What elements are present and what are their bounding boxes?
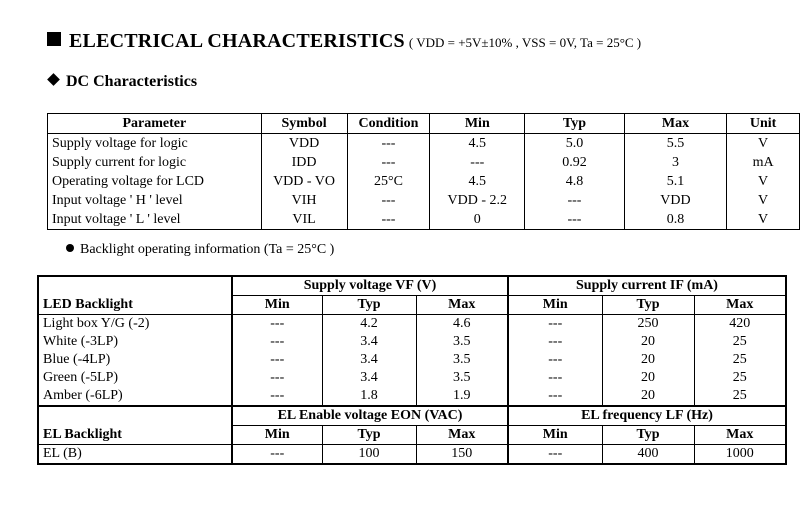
table-cell: Input voltage ' H ' level <box>48 191 262 210</box>
diamond-bullet-icon <box>47 73 60 86</box>
table-cell: --- <box>347 134 430 154</box>
table-cell: IDD <box>261 153 347 172</box>
table-cell: 420 <box>694 315 786 334</box>
table-cell: 3 <box>624 153 727 172</box>
column-header: Max <box>416 426 508 445</box>
table-row <box>38 387 786 406</box>
table-cell: --- <box>347 191 430 210</box>
table-cell: VIL <box>261 210 347 230</box>
table-row <box>38 351 786 369</box>
el-group1-header: EL Enable voltage EON (VAC) <box>232 406 508 426</box>
table-cell: V <box>727 172 800 191</box>
table-cell: --- <box>347 210 430 230</box>
column-header: Parameter <box>48 114 262 134</box>
column-header: Condition <box>347 114 430 134</box>
table-cell: 4.8 <box>525 172 625 191</box>
empty-cell <box>38 276 232 296</box>
table-row <box>48 210 800 230</box>
table-cell: 25 <box>694 351 786 369</box>
table-cell: --- <box>232 315 322 334</box>
table-cell: 5.0 <box>525 134 625 154</box>
table-cell: Supply current for logic <box>48 153 262 172</box>
table-cell: 150 <box>416 445 508 465</box>
led-group-header-row <box>38 276 786 296</box>
table-cell: 25°C <box>347 172 430 191</box>
heading-title: ELECTRICAL CHARACTERISTICS <box>69 30 405 52</box>
table-header-row <box>48 114 800 134</box>
table-cell: 25 <box>694 369 786 387</box>
backlight-note <box>66 242 334 258</box>
led-subheader-row <box>38 296 786 315</box>
column-header: Typ <box>525 114 625 134</box>
table-cell: V <box>727 134 800 154</box>
table-cell: 3.4 <box>322 333 416 351</box>
table-cell: 250 <box>602 315 694 334</box>
table-cell: 4.2 <box>322 315 416 334</box>
table-row <box>48 172 800 191</box>
table-cell: VDD - VO <box>261 172 347 191</box>
table-cell: --- <box>232 369 322 387</box>
table-cell: 5.1 <box>624 172 727 191</box>
table-cell: Blue (-4LP) <box>38 351 232 369</box>
table-cell: 3.5 <box>416 369 508 387</box>
table-cell: 0 <box>430 210 525 230</box>
column-header: Min <box>232 296 322 315</box>
table-cell: 1.9 <box>416 387 508 406</box>
table-cell: White (-3LP) <box>38 333 232 351</box>
table-cell: 400 <box>602 445 694 465</box>
led-group1-header: Supply voltage VF (V) <box>232 276 508 296</box>
table-cell: --- <box>525 191 625 210</box>
table-cell: --- <box>232 445 322 465</box>
table-cell: 3.4 <box>322 351 416 369</box>
table-cell: 20 <box>602 333 694 351</box>
table-row <box>38 333 786 351</box>
el-subheader-row <box>38 426 786 445</box>
table-cell: 100 <box>322 445 416 465</box>
table-cell: --- <box>508 315 602 334</box>
table-cell: --- <box>508 333 602 351</box>
table-cell: --- <box>347 153 430 172</box>
table-cell: --- <box>232 351 322 369</box>
column-header: Min <box>232 426 322 445</box>
table-cell: Light box Y/G (-2) <box>38 315 232 334</box>
table-cell: 20 <box>602 369 694 387</box>
table-cell: 25 <box>694 387 786 406</box>
table-cell: VDD - 2.2 <box>430 191 525 210</box>
column-header: Typ <box>602 296 694 315</box>
column-header: Max <box>694 296 786 315</box>
table-cell: 4.5 <box>430 134 525 154</box>
table-cell: 20 <box>602 351 694 369</box>
table-cell: V <box>727 210 800 230</box>
table-row <box>48 134 800 154</box>
column-header: Min <box>430 114 525 134</box>
table-cell: 0.8 <box>624 210 727 230</box>
table-cell: Operating voltage for LCD <box>48 172 262 191</box>
table-row <box>38 315 786 334</box>
el-group2-header: EL frequency LF (Hz) <box>508 406 786 426</box>
empty-cell <box>38 406 232 426</box>
column-header: Typ <box>322 426 416 445</box>
table-cell: --- <box>525 210 625 230</box>
table-cell: mA <box>727 153 800 172</box>
table-cell: Input voltage ' L ' level <box>48 210 262 230</box>
heading-conditions: ( VDD = +5V±10% , VSS = 0V, Ta = 25°C ) <box>408 35 642 50</box>
table-cell: VDD <box>261 134 347 154</box>
section-heading <box>47 30 641 53</box>
table-cell: 20 <box>602 387 694 406</box>
el-backlight-label: EL Backlight <box>38 426 232 445</box>
el-group-header-row <box>38 406 786 426</box>
table-cell: 25 <box>694 333 786 351</box>
table-cell: --- <box>232 387 322 406</box>
table-cell: --- <box>508 351 602 369</box>
dc-title: DC Characteristics <box>66 73 198 90</box>
table-cell: 1.8 <box>322 387 416 406</box>
column-header: Max <box>694 426 786 445</box>
table-cell: 3.4 <box>322 369 416 387</box>
table-cell: 3.5 <box>416 333 508 351</box>
table-row <box>38 369 786 387</box>
table-cell: 4.5 <box>430 172 525 191</box>
table-cell: 1000 <box>694 445 786 465</box>
column-header: Min <box>508 296 602 315</box>
table-cell: Amber (-6LP) <box>38 387 232 406</box>
column-header: Min <box>508 426 602 445</box>
column-header: Typ <box>322 296 416 315</box>
table-row <box>48 191 800 210</box>
table-row <box>48 153 800 172</box>
column-header: Unit <box>727 114 800 134</box>
table-cell: VIH <box>261 191 347 210</box>
table-cell: 3.5 <box>416 351 508 369</box>
table-cell: 0.92 <box>525 153 625 172</box>
table-cell: 4.6 <box>416 315 508 334</box>
square-bullet-icon <box>47 32 61 46</box>
table-cell: --- <box>232 333 322 351</box>
led-group2-header: Supply current IF (mA) <box>508 276 786 296</box>
column-header: Symbol <box>261 114 347 134</box>
table-cell: Green (-5LP) <box>38 369 232 387</box>
backlight-table <box>37 275 787 465</box>
led-backlight-label: LED Backlight <box>38 296 232 315</box>
bullet-dot-icon <box>66 244 74 252</box>
column-header: Max <box>416 296 508 315</box>
table-cell: EL (B) <box>38 445 232 465</box>
table-cell: --- <box>508 445 602 465</box>
dc-characteristics-table <box>47 113 800 230</box>
column-header: Typ <box>602 426 694 445</box>
table-row <box>38 445 786 465</box>
table-cell: V <box>727 191 800 210</box>
column-header: Max <box>624 114 727 134</box>
backlight-note-text: Backlight operating information (Ta = 25°C ) <box>80 242 335 257</box>
dc-subheading <box>47 73 197 91</box>
table-cell: --- <box>430 153 525 172</box>
table-cell: 5.5 <box>624 134 727 154</box>
table-cell: --- <box>508 369 602 387</box>
table-cell: VDD <box>624 191 727 210</box>
table-cell: --- <box>508 387 602 406</box>
table-cell: Supply voltage for logic <box>48 134 262 154</box>
